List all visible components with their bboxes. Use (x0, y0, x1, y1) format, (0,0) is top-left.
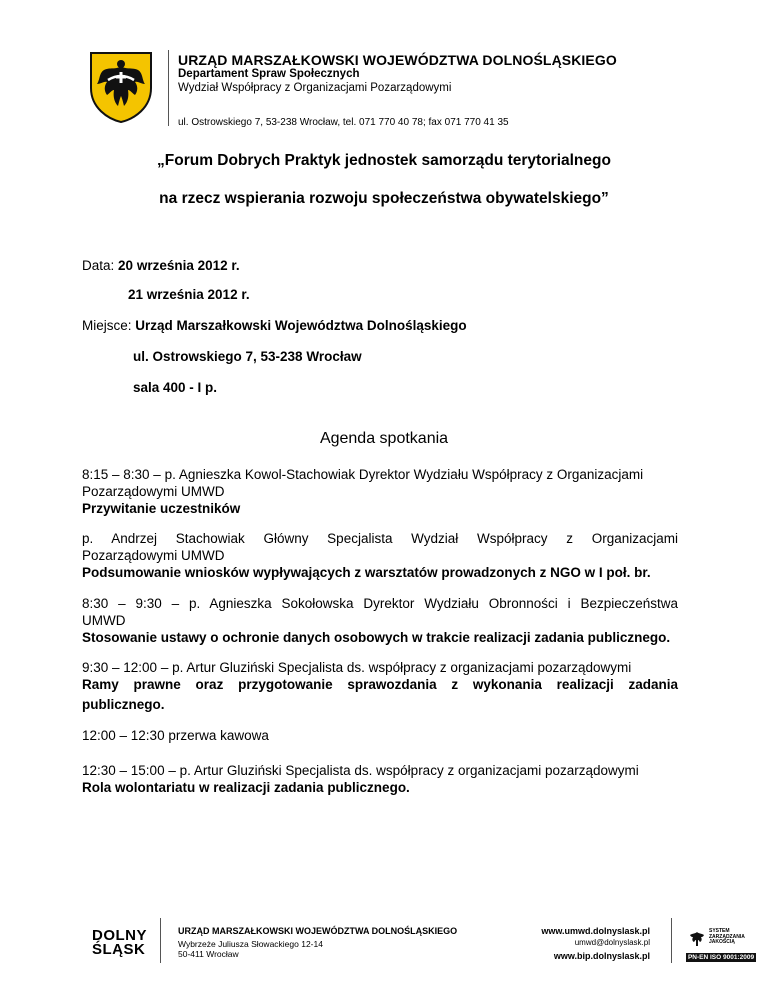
date-second: 21 września 2012 r. (128, 287, 250, 302)
logo-line1: DOLNY (92, 927, 147, 944)
header-divider (168, 50, 169, 126)
agenda-item-speaker: 8:15 – 8:30 – p. Agnieszka Kowol-Stachowiak Dyrektor Wydziału Współpracy z Organizacjami (82, 467, 644, 482)
agenda-item (82, 659, 678, 713)
agenda-item-speaker-cont: Pozarządowymi UMWD (82, 548, 225, 563)
agenda-item-topic: Rola wolontariatu w realizacji zadania publicznego. (82, 780, 410, 795)
iso-text-line: JAKOŚCIĄ (709, 939, 735, 945)
agenda-item-speaker: p. Andrzej Stachowiak Główny Specjalista Wydział Współpracy z Organizacjami (82, 531, 678, 546)
place-room-row (133, 380, 217, 395)
header-address: ul. Ostrowskiego 7, 53-238 Wrocław, tel. 071 770 40 78; fax 071 770 41 35 (178, 117, 509, 128)
place-room: sala 400 - I p. (133, 380, 218, 395)
agenda-item (82, 595, 678, 646)
footer-divider (160, 918, 161, 963)
agenda-item (82, 530, 678, 581)
date-label: Data: (82, 258, 115, 273)
eagle-icon (688, 930, 706, 948)
iso-certificate-badge: PN-EN ISO 9001:2009 (687, 954, 755, 961)
agenda-item-speaker-cont: Pozarządowymi UMWD (82, 484, 225, 499)
footer-street: Wybrzeże Juliusza Słowackiego 12-14 (178, 939, 323, 949)
place-row (82, 318, 467, 333)
agenda-item-break (82, 727, 678, 744)
footer-org-name: URZĄD MARSZAŁKOWSKI WOJEWÓDZTWA DOLNOŚLĄSKIEGO (178, 926, 458, 936)
place-name: Urząd Marszałkowski Województwa Dolnośląskiego (135, 318, 467, 333)
agenda-item-speaker: 8:30 – 9:30 – p. Agnieszka Sokołowska Dyrektor Wydziału Obronności i Bezpieczeństwa (82, 596, 678, 611)
agenda-item-topic: Podsumowanie wniosków wypływających z warsztatów prowadzonych z NGO w I poł. br. (82, 565, 651, 580)
iso-text-line: SYSTEM (709, 928, 730, 934)
footer-divider (671, 918, 672, 963)
iso-system-label (709, 929, 749, 946)
header-org-name: URZĄD MARSZAŁKOWSKI WOJEWÓDZTWA DOLNOŚLĄSKIEGO (178, 52, 617, 68)
date-first: 20 września 2012 r. (118, 258, 240, 273)
header-unit: Wydział Współpracy z Organizacjami Pozarządowymi (178, 82, 452, 94)
date-row (82, 258, 240, 273)
footer-city: 50-411 Wrocław (178, 949, 239, 959)
agenda-item-topic: Ramy prawne oraz przygotowanie sprawozdania z wykonania realizacji zadania (82, 677, 678, 692)
footer-website-link[interactable]: www.umwd.dolnyslask.pl (541, 926, 650, 936)
date-second-row (128, 287, 250, 302)
agenda-item-speaker: 12:00 – 12:30 przerwa kawowa (82, 728, 269, 743)
agenda-item (82, 466, 678, 517)
iso-text-line: ZARZĄDZANIA (709, 933, 745, 940)
footer-email-link[interactable]: umwd@dolnyslask.pl (574, 938, 650, 947)
agenda-item-speaker-cont: UMWD (82, 613, 126, 628)
coat-of-arms-icon (88, 50, 154, 124)
place-label: Miejsce: (82, 318, 132, 333)
agenda-heading: Agenda spotkania (319, 430, 449, 447)
agenda-item (82, 762, 678, 796)
logo-line2: ŚLĄSK (92, 941, 146, 958)
dolny-slask-logo (92, 929, 147, 957)
footer-bip-link[interactable]: www.bip.dolnyslask.pl (553, 951, 650, 961)
document-title-line2: na rzecz wspierania rozwoju społeczeństwa obywatelskiego” (159, 190, 609, 207)
document-title-line1: „Forum Dobrych Praktyk jednostek samorządu terytorialnego (157, 152, 611, 169)
agenda-item-topic: Stosowanie ustawy o ochronie danych osobowych w trakcie realizacji zadania publicznego. (82, 630, 671, 645)
header-department: Departament Spraw Społecznych (178, 68, 360, 80)
agenda-item-topic: Przywitanie uczestników (82, 501, 241, 516)
agenda-item-topic-cont: publicznego. (82, 697, 165, 712)
agenda-item-speaker: 12:30 – 15:00 – p. Artur Gluziński Specjalista ds. współpracy z organizacjami pozarządowymi (82, 763, 639, 778)
place-street: ul. Ostrowskiego 7, 53-238 Wrocław (133, 349, 362, 364)
agenda-item-speaker: 9:30 – 12:00 – p. Artur Gluziński Specjalista ds. współpracy z organizacjami pozarządowymi (82, 660, 632, 675)
place-street-row (133, 349, 362, 364)
